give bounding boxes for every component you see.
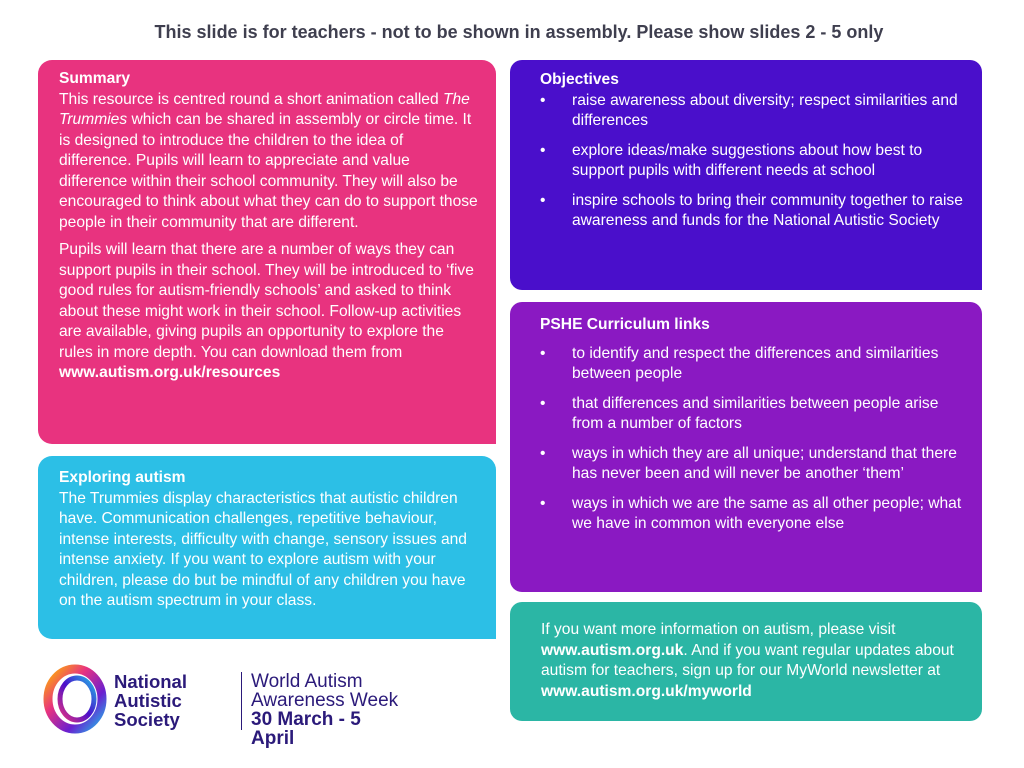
info-text-2: . And if you want regular updates about autism for teachers, sign up for our MyWorld newsletter at: [541, 641, 954, 679]
logo-divider: [241, 672, 242, 730]
org-line-2: Autistic: [114, 690, 182, 711]
list-item: [540, 394, 964, 435]
summary-p1-end: which can be shared in assembly or circle time. It is designed to introduce the children to the idea of difference. Pupils will learn to appreciate and value difference within their school community. They will also be encouraged to think about what they can do to support those people in their community that are different.: [59, 111, 478, 231]
org-line-3: Society: [114, 709, 180, 730]
teacher-note-title: This slide is for teachers - not to be shown in assembly. Please show slides 2 - 5 only: [154, 22, 884, 42]
list-item: [540, 191, 964, 232]
objectives-list: [540, 91, 964, 232]
bullet-icon: •: [540, 494, 546, 512]
bullet-icon: •: [540, 141, 546, 159]
exploring-heading: Exploring autism: [59, 469, 186, 486]
bullet-icon: •: [540, 444, 546, 462]
org-line-1: National: [114, 671, 187, 692]
nas-swirl-logo-icon: [42, 664, 108, 734]
pshe-list: [540, 344, 964, 535]
bullet-icon: •: [540, 344, 546, 362]
campaign-line-1: World Autism: [251, 671, 363, 692]
summary-paragraph-1: [59, 90, 478, 234]
objective-text: inspire schools to bring their community together to raise awareness and funds for the National Autistic Society: [572, 191, 963, 229]
exploring-autism-card: [38, 456, 496, 639]
summary-heading: Summary: [59, 70, 131, 87]
bullet-icon: •: [540, 191, 546, 209]
campaign-name: [251, 672, 402, 748]
summary-p2-text: Pupils will learn that there are a number of ways they can support pupils in their school. They will be introduced to ‘five good rules for autism-friendly schools’ and asked to think about these might work in their school. Follow-up activities are available, giving pupils an opportunity to explore the rules in more depth. You can download them from: [59, 241, 474, 361]
objectives-heading: Objectives: [540, 71, 619, 88]
bullet-icon: •: [540, 91, 546, 109]
organisation-name: [114, 672, 187, 729]
summary-paragraph-2: [59, 240, 478, 384]
list-item: [540, 494, 964, 535]
objective-text: explore ideas/make suggestions about how best to support pupils with different needs at school: [572, 141, 923, 179]
campaign-dates: 30 March - 5 April: [251, 709, 361, 749]
list-item: [540, 444, 964, 485]
pshe-heading: PSHE Curriculum links: [540, 316, 710, 333]
pshe-text: ways in which they are all unique; understand that there has never been and will never be another ‘them’: [572, 444, 957, 482]
resources-link[interactable]: www.autism.org.uk/resources: [59, 364, 281, 381]
pshe-text: that differences and similarities between people arise from a number of factors: [572, 394, 939, 432]
exploring-body: The Trummies display characteristics that autistic children have. Communication challenges, repetitive behaviour, intense interests, difficulty with change, sensory issues and intense anxiety. If you want to explore autism with your children, please do but be mindful of any children you have on the autism spectrum in your class.: [59, 489, 467, 609]
list-item: [540, 91, 964, 132]
more-info-card: [510, 602, 982, 721]
list-item: [540, 141, 964, 182]
autism-website-link[interactable]: www.autism.org.uk: [541, 641, 684, 659]
list-item: [540, 344, 964, 385]
objectives-card: [510, 60, 982, 290]
myworld-link[interactable]: www.autism.org.uk/myworld: [541, 682, 752, 700]
info-text-1: If you want more information on autism, please visit: [541, 621, 896, 638]
pshe-text: ways in which we are the same as all other people; what we have in common with everyone else: [572, 494, 962, 532]
bullet-icon: •: [540, 394, 546, 412]
footer-logo: [42, 664, 402, 749]
summary-card: [38, 60, 496, 444]
animation-title: The Trummies: [59, 90, 470, 128]
summary-p1-start: This resource is centred round a short animation called: [59, 90, 443, 108]
campaign-line-2: Awareness Week: [251, 690, 399, 711]
pshe-text: to identify and respect the differences and similarities between people: [572, 344, 939, 382]
pshe-curriculum-card: [510, 302, 982, 592]
objective-text: raise awareness about diversity; respect similarities and differences: [572, 91, 958, 129]
